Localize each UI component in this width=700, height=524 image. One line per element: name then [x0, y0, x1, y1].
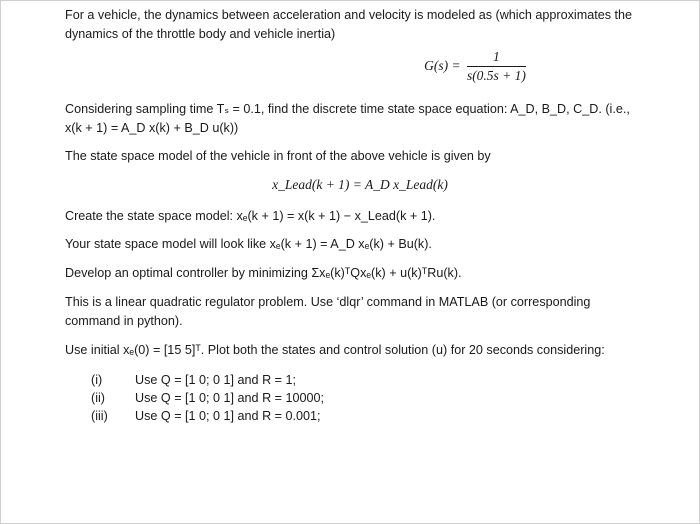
- look-line: Your state space model will look like xₑ(k + 1) = A_D xₑ(k) + Bu(k).: [65, 237, 432, 251]
- case-item: [91, 408, 669, 425]
- intro-line-1: For a vehicle, the dynamics between acceleration and velocity is modeled as (which approximates the: [65, 8, 633, 22]
- initial-line: Use initial xₑ(0) = [15 5]ᵀ. Plot both the states and control solution (u) for 20 seconds considering:: [65, 343, 605, 357]
- lead-intro: The state space model of the vehicle in front of the above vehicle is given by: [65, 149, 491, 163]
- lqr-line-1: This is a linear quadratic regulator problem. Use ‘dlqr’ command in MATLAB (or corresponding: [65, 295, 591, 309]
- case-number: (iii): [91, 409, 108, 423]
- sampling-line-1: Considering sampling time Tₛ = 0.1, find the discrete time state space equation: A_D, B_D, C_D. (i.e.,: [65, 102, 630, 116]
- lead-equation: x_Lead(k + 1) = A_D x_Lead(k): [272, 177, 448, 192]
- tf-lhs: G(s) =: [424, 57, 464, 73]
- develop-line: Develop an optimal controller by minimizing Σxₑ(k)ᵀQxₑ(k) + u(k)ᵀRu(k).: [65, 266, 462, 280]
- tf-numerator: 1: [467, 49, 526, 67]
- sampling-line-2: x(k + 1) = A_D x(k) + B_D u(k)): [65, 121, 239, 135]
- tf-denominator: s(0.5s + 1): [466, 68, 526, 83]
- intro-line-2: dynamics of the throttle body and vehicle inertia): [65, 27, 336, 41]
- case-text: Use Q = [1 0; 0 1] and R = 0.001;: [135, 409, 321, 423]
- tf-fraction: [467, 49, 526, 84]
- transfer-function: [251, 49, 699, 84]
- case-item: [91, 372, 669, 389]
- case-item: [91, 390, 669, 407]
- case-number: (ii): [91, 391, 105, 405]
- lqr-line-2: command in python).: [65, 314, 183, 328]
- create-line: Create the state space model: xₑ(k + 1) = x(k + 1) − x_Lead(k + 1).: [65, 209, 436, 223]
- case-number: (i): [91, 373, 103, 387]
- case-text: Use Q = [1 0; 0 1] and R = 10000;: [135, 391, 325, 405]
- case-text: Use Q = [1 0; 0 1] and R = 1;: [135, 373, 297, 387]
